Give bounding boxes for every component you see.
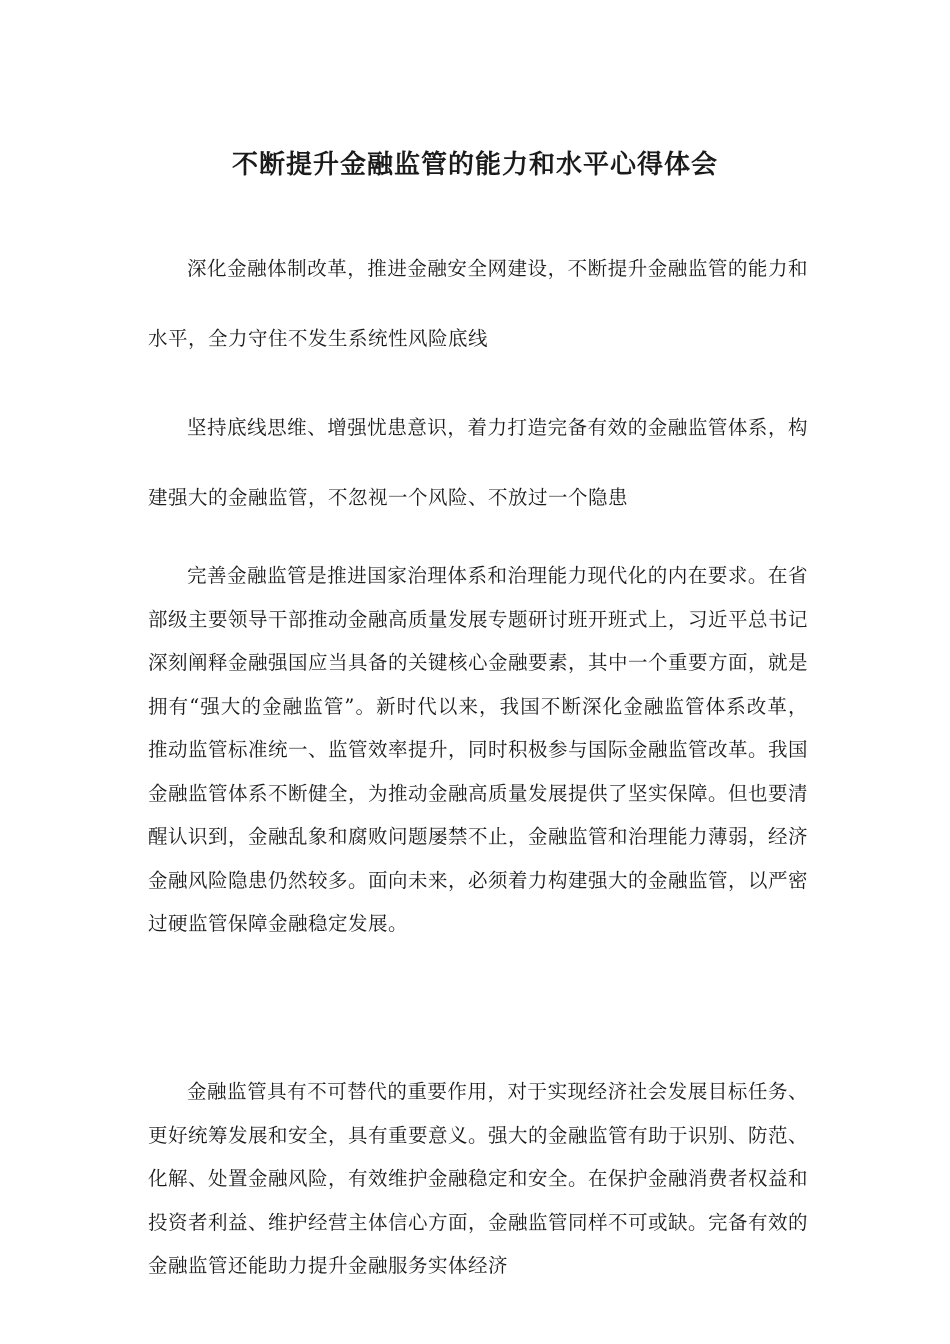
paragraph-1: 深化金融体制改革，推进金融安全网建设，不断提升金融监管的能力和水平，全力守住不发生系统性风险底线 xyxy=(148,257,808,350)
paragraph-4: 金融监管具有不可替代的重要作用，对于实现经济社会发展目标任务、更好统筹发展和安全，具有重要意义。强大的金融监管有助于识别、防范、化解、处置金融风险，有效维护金融稳定和安全。在保护金融消费者权益和投资者利益、维护经营主体信心方面，金融监管同样不可或缺。完备有效的金融监管还能助力提升金融服务实体经济 xyxy=(148,1080,809,1277)
document-title: 不断提升金融监管的能力和水平心得体会 xyxy=(231,150,718,180)
paragraph-3: 完善金融监管是推进国家治理体系和治理能力现代化的内在要求。在省部级主要领导干部推动金融高质量发展专题研讨班开班式上，习近平总书记深刻阐释金融强国应当具备的关键核心金融要素，其中一个重要方面，就是拥有“强大的金融监管”。新时代以来，我国不断深化金融监管体系改革，推动监管标准统一、监管效率提升，同时积极参与国际金融监管改革。我国金融监管体系不断健全，为推动金融高质量发展提供了坚实保障。但也要清醒认识到，金融乱象和腐败问题屡禁不止，金融监管和治理能力薄弱，经济金融风险隐患仍然较多。面向未来，必须着力构建强大的金融监管，以严密过硬监管保障金融稳定发展。 xyxy=(148,564,809,935)
paragraph-2: 坚持底线思维、增强忧患意识，着力打造完备有效的金融监管体系，构建强大的金融监管，不忽视一个风险、不放过一个隐患 xyxy=(148,416,808,509)
